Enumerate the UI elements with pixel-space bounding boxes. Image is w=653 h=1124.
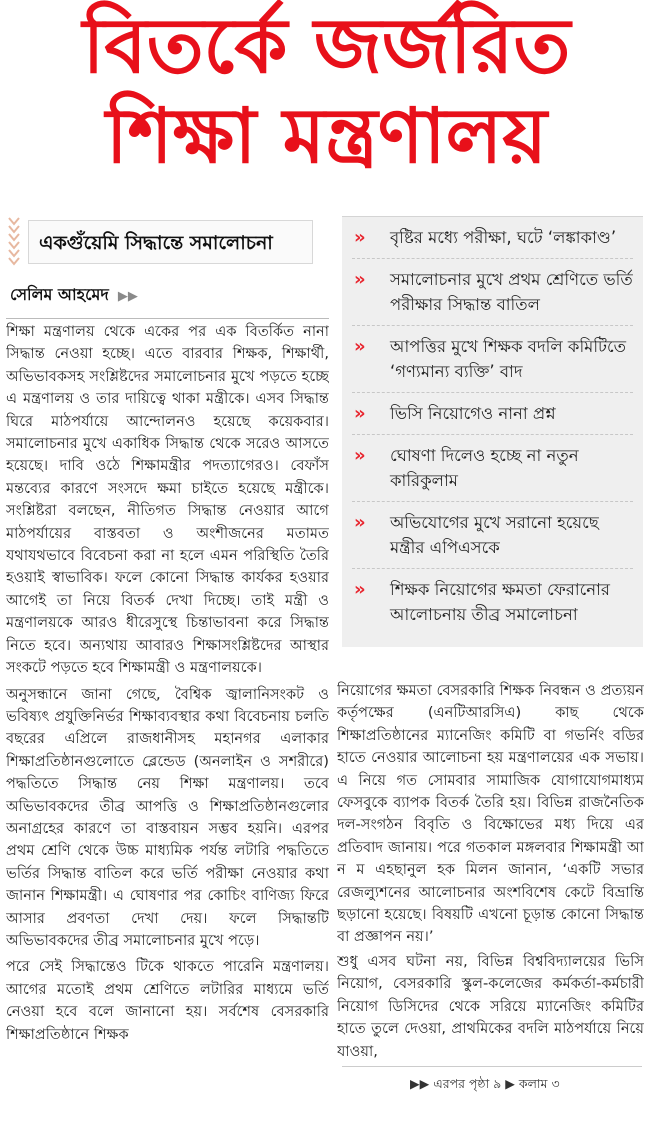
double-chevron-right-icon: ▶▶: [410, 1076, 430, 1091]
paragraph-4: নিয়োগের ক্ষমতা বেসরকারি শিক্ষক নিবন্ধন ও প্রত্যয়ন কর্তৃপক্ষের (এনটিআরসিএ) কাছ থেকে শিক্ষাপ্রতিষ্ঠানের ম্যানেজিং কমিটি বা গভর্নিং বডির হাতে নেওয়ার আলোচনা হয় মন্ত্রণালয়ের এক সভায়। এ নিয়ে গত সোমবার সামাজিক যোগাযোগমাধ্যম ফেসবুকে ব্যাপক বিতর্ক তৈরি হয়। বিভিন্ন রাজনৈতিক দল-সংগঠন বিবৃতি ও বিক্ষোভের মধ্য দিয়ে এর প্রতিবাদ জানায়। পরে গতকাল মঙ্গলবার শিক্ষামন্ত্রী আ ন ম এহছানুল হক মিলন জানান, ‘একটি সভার রেজল্যুশনের আলোচনার অংশবিশেষ কেটে বিভ্রান্তি ছড়ানো হয়েছে। বিষয়টি এখনো চূড়ান্ত কোনো সিদ্ধান্ত বা প্রজ্ঞাপন নয়।’: [337, 682, 644, 946]
double-chevron-right-icon: »: [354, 336, 366, 357]
highlight-item[interactable]: [352, 569, 633, 635]
article-column-1: [6, 318, 329, 1105]
double-chevron-right-icon: »: [354, 579, 366, 600]
continued-page: এরপর পৃষ্ঠা ৯: [433, 1076, 502, 1091]
highlights-sidebar: [342, 216, 643, 647]
double-chevron-right-icon: »: [354, 512, 366, 533]
byline-row: [10, 282, 330, 302]
headline-line-2: শিক্ষা মন্ত্রণালয়: [105, 91, 548, 180]
double-chevron-right-icon: »: [354, 403, 366, 424]
highlight-text: অভিযোগের মুখে সরানো হয়েছে মন্ত্রীর এপিএসকে: [390, 513, 599, 557]
double-chevron-right-icon: ▶▶: [117, 289, 138, 304]
article-column-2: [337, 680, 644, 1060]
highlight-item[interactable]: [352, 217, 633, 259]
highlight-item[interactable]: [352, 435, 633, 502]
double-chevron-right-icon: »: [354, 227, 366, 248]
paragraph-3: পরে সেই সিদ্ধান্তেও টিকে থাকতে পারেনি মন্ত্রণালয়। আগের মতোই প্রথম শ্রেণিতে লটারির মাধ্যমে ভর্তি নেওয়া হবে বলে জানানো হয়। সর্বশেষ বেসরকারি শিক্ষাপ্রতিষ্ঠানে শিক্ষক: [6, 958, 329, 1043]
highlight-text: শিক্ষক নিয়োগের ক্ষমতা ফেরানোর আলোচনায় তীব্র সমালোচনা: [390, 580, 611, 624]
subheadline: একগুঁয়েমি সিদ্ধান্তে সমালোচনা: [28, 220, 313, 264]
double-chevron-right-icon: »: [354, 269, 366, 290]
continued-column: কলাম ৩: [518, 1076, 560, 1091]
highlight-item[interactable]: [352, 259, 633, 326]
paragraph-2: অনুসন্ধানে জানা গেছে, বৈশ্বিক জ্বালানিসংকট ও ভবিষ্যৎ প্রযুক্তিনির্ভর শিক্ষাব্যবস্থার কথা বিবেচনায় চলতি বছরের এপ্রিলে রাজধানীসহ মহানগর এলাকার শিক্ষাপ্রতিষ্ঠানগুলোতে ব্লেন্ডেড (অনলাইন ও সশরীরে) পদ্ধতিতে সিদ্ধান্ত নেয় শিক্ষা মন্ত্রণালয়। তবে অভিভাবকদের তীব্র আপত্তি ও শিক্ষাপ্রতিষ্ঠানগুলোর অনাগ্রহের কারণে তা বাস্তবায়ন সম্ভব হয়নি। এরপর প্রথম শ্রেণি থেকে উচ্চ মাধ্যমিক পর্যন্ত লটারি পদ্ধতিতে ভর্তির সিদ্ধান্ত বাতিল করে ভর্তি পরীক্ষা নেওয়ার কথা জানান শিক্ষামন্ত্রী। এ ঘোষণার পর কোচিং বাণিজ্য ফিরে আসার প্রবণতা দেখা দেয়। ফলে সিদ্ধান্তটি অভিভাবকদের তীব্র সমালোচনার মুখে পড়ে।: [6, 685, 329, 949]
paragraph-1: শিক্ষা মন্ত্রণালয় থেকে একের পর এক বিতর্কিত নানা সিদ্ধান্ত নেওয়া হচ্ছে। এতে বারবার শিক্ষক, শিক্ষার্থী, অভিভাবকসহ সংশ্লিষ্টদের সমালোচনার মুখে পড়তে হচ্ছে এ মন্ত্রণালয় ও তার দায়িত্বে থাকা মন্ত্রীকে। এসব সিদ্ধান্ত ঘিরে মাঠপর্যায়ে আন্দোলনও হয়েছে কয়েকবার। সমালোচনার মুখে একাধিক সিদ্ধান্ত থেকে সরেও আসতে হয়েছে। দাবি ওঠে শিক্ষামন্ত্রীর পদত্যাগেরও। বেফাঁস মন্তব্যের কারণে সংসদে ক্ষমা চাইতে হয়েছে মন্ত্রীকে। সংশ্লিষ্টরা বলছেন, নীতিগত সিদ্ধান্ত নেওয়ার আগে মাঠপর্যায়ের বাস্তবতা ও অংশীজনের মতামত যথাযথভাবে বিবেচনা করা না হলে এমন পরিস্থিতি তৈরি হওয়াই স্বাভাবিক। ফলে কোনো সিদ্ধান্ত কার্যকর হওয়ার আগেই তা নিয়ে বিতর্ক দেখা দিচ্ছে। তাই মন্ত্রী ও মন্ত্রণালয়কে আরও ধীরেসুস্থে চিন্তাভাবনা করে সিদ্ধান্ত নিতে হবে। অন্যথায় আবারও শিক্ষাসংশ্লিষ্টদের আস্থার সংকটে পড়তে হবে শিক্ষামন্ত্রী ও মন্ত্রণালয়কে।: [6, 323, 329, 677]
highlight-item[interactable]: [352, 502, 633, 569]
continuation-note[interactable]: [410, 1076, 560, 1096]
highlight-item[interactable]: [352, 326, 633, 393]
chevron-right-icon: ▶: [505, 1076, 515, 1091]
highlight-text: আপত্তির মুখে শিক্ষক বদলি কমিটিতে ‘গণ্যমান্য ব্যক্তি’ বাদ: [390, 337, 627, 381]
highlight-text: ঘোষণা দিলেও হচ্ছে না নতুন কারিকুলাম: [390, 446, 579, 490]
paragraph-5: শুধু এসব ঘটনা নয়, বিভিন্ন বিশ্ববিদ্যালয়ের ভিসি নিয়োগ, বেসরকারি স্কুল-কলেজের কর্মকর্তা-কর্মচারী নিয়োগ ডিসিদের থেকে সরিয়ে ম্যানেজিং কমিটির হাতে তুলে দেওয়া, প্রাথমিকের বদলি মাঠপর্যায়ে নিয়ে যাওয়া,: [337, 952, 644, 1060]
highlight-item[interactable]: [352, 393, 633, 435]
divider: [342, 1066, 642, 1067]
ornament-icon: [6, 214, 22, 266]
highlight-text: সমালোচনার মুখে প্রথম শ্রেণিতে ভর্তি পরীক্ষার সিদ্ধান্ত বাতিল: [390, 270, 633, 314]
headline-line-1: বিতর্কে জর্জরিত: [82, 1, 571, 90]
highlight-text: বৃষ্টির মধ্যে পরীক্ষা, ঘটে ‘লঙ্কাকাণ্ড’: [390, 228, 617, 247]
double-chevron-right-icon: »: [354, 445, 366, 466]
byline-author: সেলিম আহমেদ: [10, 285, 109, 304]
highlight-text: ভিসি নিয়োগেও নানা প্রশ্ন: [390, 404, 556, 423]
